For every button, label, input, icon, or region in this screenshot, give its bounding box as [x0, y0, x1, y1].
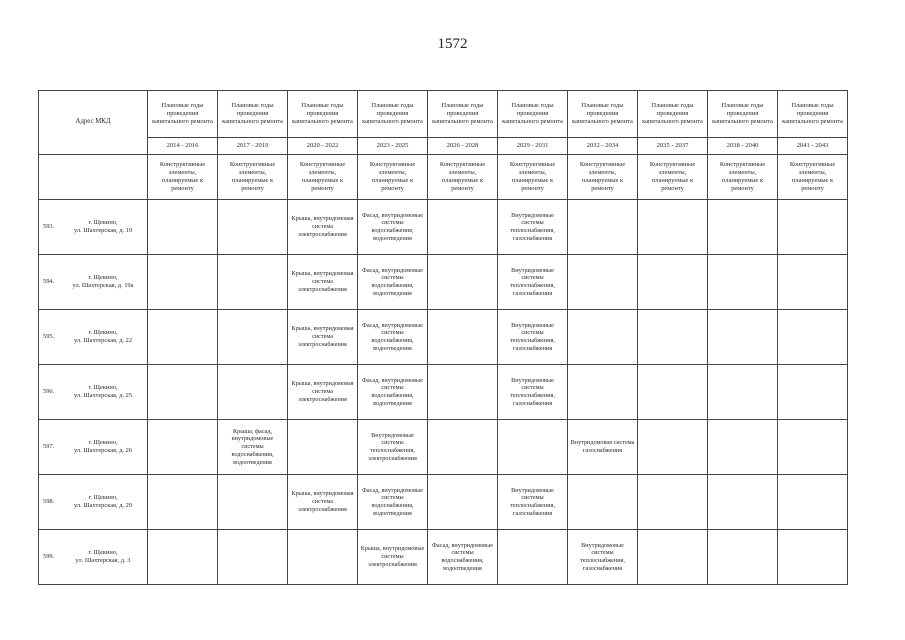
period-title-cell: Плановые годы проведения капитального ремонта: [288, 91, 358, 138]
repair-schedule-table: [38, 90, 848, 585]
work-cell: Крыша, внутридомовая система электроснабжения: [288, 255, 358, 310]
address-city: г. Щекино,: [88, 494, 118, 501]
work-cell: Крыша, внутридомовая система электроснабжения: [288, 200, 358, 255]
address-street: ул. Шахтерская, д. 26: [73, 447, 133, 454]
address-city: г. Щекино,: [88, 439, 118, 446]
work-cell: Фасад, внутридомовые системы водоснабжения, водоотведения: [428, 530, 498, 585]
period-years-cell: 2032 - 2034: [568, 138, 638, 155]
address-street: ул. Шахтерская, д. 19а: [72, 282, 134, 289]
work-cell: [498, 530, 568, 585]
work-cell: [778, 530, 848, 585]
address-city: г. Щекино,: [88, 219, 118, 226]
period-desc-cell: Конструктивные элементы, планируемые к ремонту: [218, 155, 288, 200]
work-cell: [708, 200, 778, 255]
work-cell: [428, 200, 498, 255]
period-years-cell: 2029 - 2031: [498, 138, 568, 155]
work-cell: [708, 255, 778, 310]
work-cell: [428, 365, 498, 420]
work-cell: Внутридомовые системы теплоснабжения, электроснабжения: [358, 420, 428, 475]
address-city: г. Щекино,: [88, 329, 118, 336]
work-cell: [638, 420, 708, 475]
work-cell: [568, 200, 638, 255]
address-street: ул. Шахтерская, д. 3: [75, 557, 131, 564]
work-cell: [288, 420, 358, 475]
period-years-cell: 2035 - 2037: [638, 138, 708, 155]
work-cell: Крыша, внутридомовые системы электроснабжения: [358, 530, 428, 585]
work-cell: [148, 200, 218, 255]
period-title-cell: Плановые годы проведения капитального ремонта: [148, 91, 218, 138]
work-cell: [148, 365, 218, 420]
period-years-cell: 2041 - 2043: [778, 138, 848, 155]
work-cell: [778, 255, 848, 310]
work-cell: [428, 255, 498, 310]
period-desc-cell: Конструктивные элементы, планируемые к ремонту: [428, 155, 498, 200]
work-cell: [708, 420, 778, 475]
period-desc-cell: Конструктивные элементы, планируемые к ремонту: [638, 155, 708, 200]
work-cell: [288, 530, 358, 585]
table-row: [39, 200, 848, 255]
work-cell: [638, 530, 708, 585]
period-years-cell: 2020 - 2022: [288, 138, 358, 155]
address-city: г. Щекино,: [88, 549, 118, 556]
work-cell: Крыша, внутридомовая система электроснабжения: [288, 310, 358, 365]
period-title-cell: Плановые годы проведения капитального ремонта: [778, 91, 848, 138]
table-row: [39, 365, 848, 420]
period-years-cell: 2023 - 2025: [358, 138, 428, 155]
period-years-cell: 2038 - 2040: [708, 138, 778, 155]
period-title-cell: Плановые годы проведения капитального ремонта: [428, 91, 498, 138]
address-cell: [39, 365, 148, 420]
period-title-cell: Плановые годы проведения капитального ремонта: [568, 91, 638, 138]
address-cell: [39, 475, 148, 530]
work-cell: Фасад, внутридомовые системы водоснабжения, водоотведения: [358, 475, 428, 530]
row-number: 597.: [43, 443, 55, 450]
work-cell: Внутридомовые системы теплоснабжения, газоснабжения: [498, 365, 568, 420]
period-desc-cell: Конструктивные элементы, планируемые к ремонту: [708, 155, 778, 200]
page-number: 1572: [437, 36, 468, 52]
work-cell: Крыша, фасад, внутридомовые системы водоснабжения, водоотведения: [218, 420, 288, 475]
row-number: 594.: [43, 278, 55, 285]
address-column-header: Адрес МКД: [39, 91, 148, 155]
work-cell: Внутридомовые системы теплоснабжения, газоснабжения: [498, 310, 568, 365]
work-cell: Крыша, внутридомовая система электроснабжения: [288, 475, 358, 530]
period-years-cell: 2014 - 2016: [148, 138, 218, 155]
work-cell: [708, 310, 778, 365]
work-cell: Внутридомовая система газоснабжения: [568, 420, 638, 475]
work-cell: Внутридомовые системы теплоснабжения, газоснабжения: [498, 255, 568, 310]
row-number: 599.: [43, 553, 55, 560]
work-cell: Внутридомовые системы теплоснабжения, газоснабжения: [498, 200, 568, 255]
period-desc-cell: Конструктивные элементы, планируемые к ремонту: [288, 155, 358, 200]
table-header: [39, 91, 848, 200]
period-title-cell: Плановые годы проведения капитального ремонта: [498, 91, 568, 138]
work-cell: [778, 310, 848, 365]
table-body: [39, 200, 848, 585]
work-cell: Фасад, внутридомовые системы водоснабжения, водоотведения: [358, 200, 428, 255]
work-cell: [218, 365, 288, 420]
period-years-cell: 2017 - 2019: [218, 138, 288, 155]
work-cell: [428, 475, 498, 530]
work-cell: Фасад, внутридомовые системы водоснабжения, водоотведения: [358, 365, 428, 420]
address-cell: [39, 200, 148, 255]
period-title-cell: Плановые годы проведения капитального ремонта: [708, 91, 778, 138]
address-city: г. Щекино,: [88, 274, 118, 281]
work-cell: [218, 310, 288, 365]
address-city: г. Щекино,: [88, 384, 118, 391]
work-cell: Крыша, внутридомовая система электроснабжения: [288, 365, 358, 420]
table-row: [39, 420, 848, 475]
work-cell: [148, 475, 218, 530]
address-cell: [39, 530, 148, 585]
work-cell: Внутридомовые системы теплоснабжения, газоснабжения: [498, 475, 568, 530]
table-row: [39, 530, 848, 585]
period-desc-cell: Конструктивные элементы, планируемые к ремонту: [148, 155, 218, 200]
work-cell: [638, 255, 708, 310]
period-title-cell: Плановые годы проведения капитального ремонта: [638, 91, 708, 138]
work-cell: [148, 255, 218, 310]
address-cell: [39, 420, 148, 475]
work-cell: [638, 475, 708, 530]
work-cell: [708, 365, 778, 420]
table-row: [39, 255, 848, 310]
work-cell: [148, 420, 218, 475]
work-cell: [428, 420, 498, 475]
work-cell: [708, 475, 778, 530]
address-cell: [39, 310, 148, 365]
row-number: 593.: [43, 223, 55, 230]
work-cell: [428, 310, 498, 365]
work-cell: [568, 475, 638, 530]
address-desc-cell: [39, 155, 148, 200]
row-number: 598.: [43, 498, 55, 505]
period-desc-cell: Конструктивные элементы, планируемые к ремонту: [498, 155, 568, 200]
work-cell: [148, 310, 218, 365]
period-desc-cell: Конструктивные элементы, планируемые к ремонту: [358, 155, 428, 200]
work-cell: [638, 365, 708, 420]
row-number: 596.: [43, 388, 55, 395]
work-cell: [568, 255, 638, 310]
work-cell: [498, 420, 568, 475]
work-cell: Внутридомовые системы теплоснабжения, газоснабжения: [568, 530, 638, 585]
work-cell: Фасад, внутридомовые системы водоснабжения, водоотведения: [358, 255, 428, 310]
work-cell: [218, 475, 288, 530]
period-desc-cell: Конструктивные элементы, планируемые к ремонту: [778, 155, 848, 200]
work-cell: [778, 200, 848, 255]
address-street: ул. Шахтерская, д. 22: [73, 337, 133, 344]
work-cell: [778, 475, 848, 530]
work-cell: [218, 530, 288, 585]
work-cell: Фасад, внутридомовые системы водоснабжения, водоотведения: [358, 310, 428, 365]
work-cell: [778, 420, 848, 475]
work-cell: [568, 310, 638, 365]
period-years-cell: 2026 - 2028: [428, 138, 498, 155]
address-street: ул. Шахтерская, д. 29: [73, 502, 133, 509]
work-cell: [708, 530, 778, 585]
work-cell: [568, 365, 638, 420]
address-street: ул. Шахтерская, д. 19: [73, 227, 133, 234]
period-desc-cell: Конструктивные элементы, планируемые к ремонту: [568, 155, 638, 200]
address-cell: [39, 255, 148, 310]
work-cell: [778, 365, 848, 420]
work-cell: [148, 530, 218, 585]
table-row: [39, 475, 848, 530]
table-row: [39, 310, 848, 365]
row-number: 595.: [43, 333, 55, 340]
work-cell: [218, 255, 288, 310]
work-cell: [638, 310, 708, 365]
period-title-cell: Плановые годы проведения капитального ремонта: [358, 91, 428, 138]
work-cell: [638, 200, 708, 255]
work-cell: [218, 200, 288, 255]
address-street: ул. Шахтерская, д. 25: [73, 392, 133, 399]
period-title-cell: Плановые годы проведения капитального ремонта: [218, 91, 288, 138]
